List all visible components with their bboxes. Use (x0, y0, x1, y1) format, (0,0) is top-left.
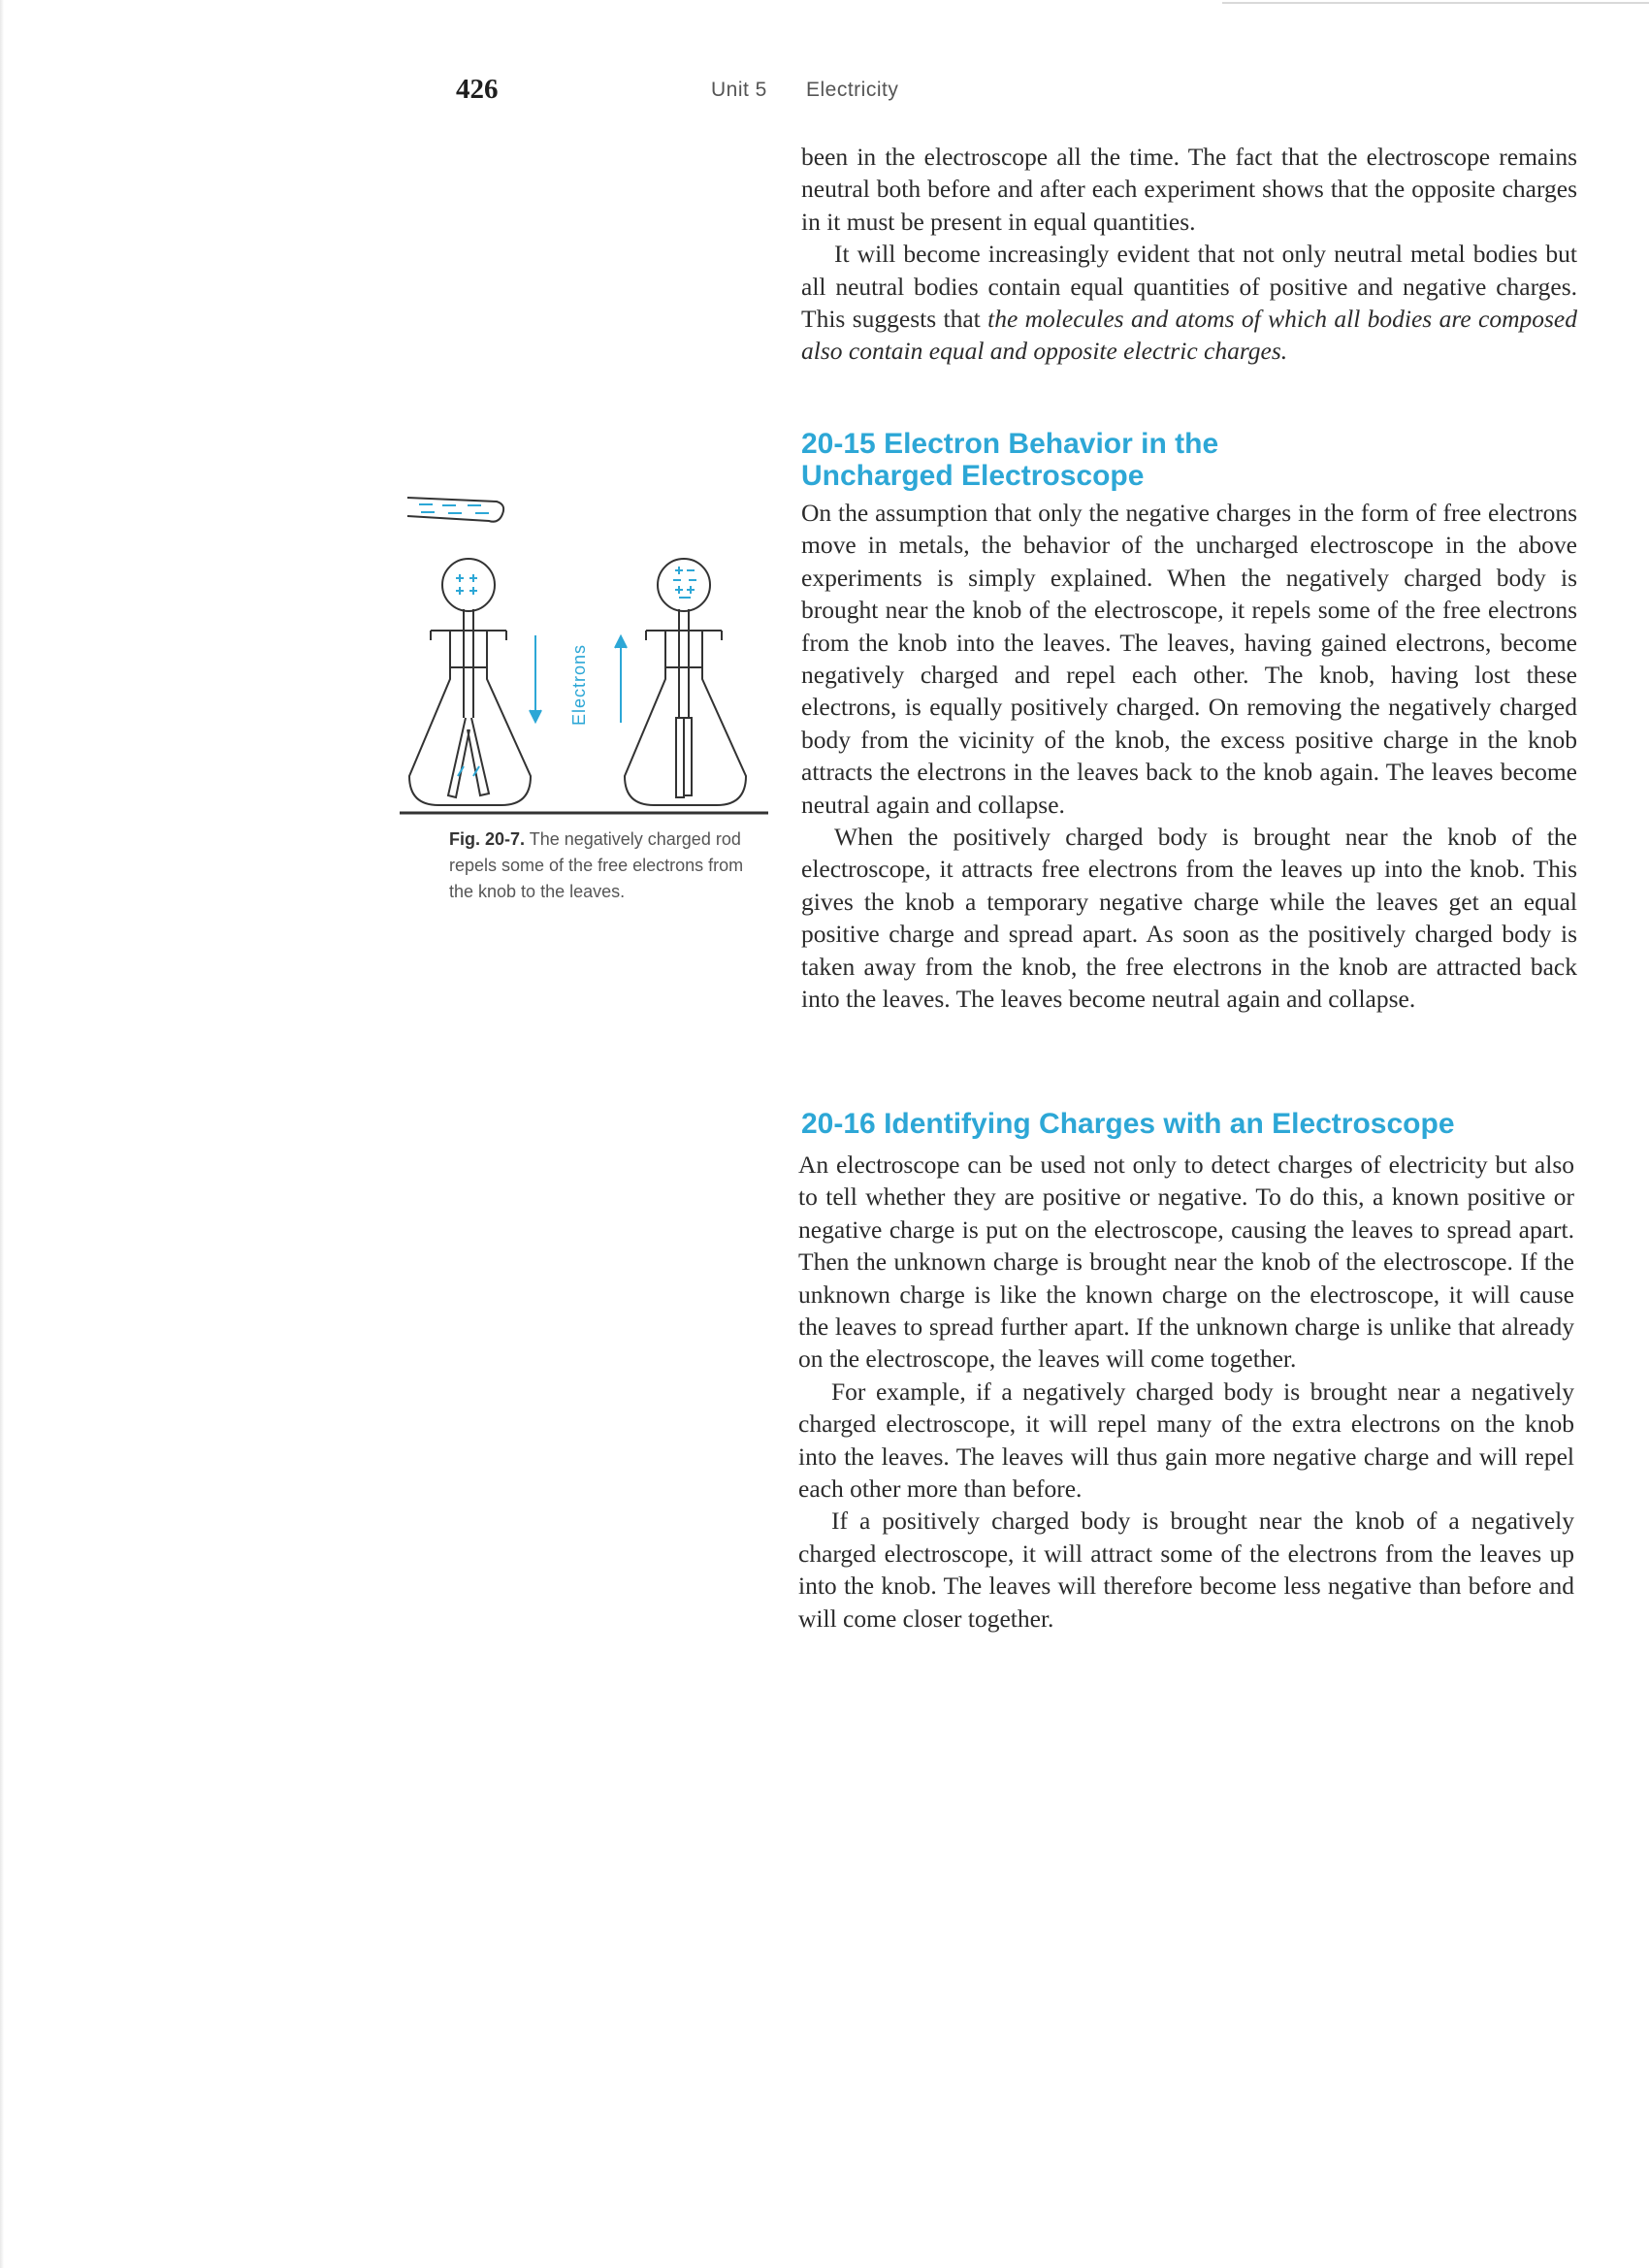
paragraph: When the positively charged body is brought near the knob of the electroscope, it attracts free electrons from the leaves up into the knob. This gives the knob a temporary negative charge while the leaves get an equal positive charge and spread apart. As soon as the positively charged body is taken away from the knob, the free electrons in the knob are attracted back into the leaves. The leaves become neutral again and collapse. (801, 823, 1577, 1014)
section-heading-line: 20-16 Identifying Charges with an Electroscope (801, 1108, 1455, 1140)
charged-rod (407, 498, 503, 522)
paragraph: been in the electroscope all the time. The fact that the electroscope remains neutral both before and after each experiment shows that the opposite charges in it must be present in equal quantities. (801, 143, 1577, 236)
paragraph: For example, if a negatively charged body is brought near a negatively charged electroscope, it will repel many of the extra electrons on the knob into the leaves. The leaves will thus gain more negative charge and will repel each other more than before. (798, 1377, 1574, 1504)
knob-neutral-charges-right (673, 567, 696, 598)
leaf-left-a (448, 718, 469, 797)
paragraph: An electroscope can be used not only to detect charges of electricity but also to tell whether they are positive or negative. To do this, a known positive or negative charge is put on the electroscope, causing the leaves to spread apart. Then the unknown charge is brought near the knob of the electroscope. If the unknown charge is like the known charge on the electroscope, it will cause the leaves to spread further apart. If the unknown charge is unlike that already on the electroscope, the leaves will come together. (798, 1150, 1574, 1374)
electroscope-knob-left (442, 559, 495, 611)
paragraph-text: It will become increasingly evident that not only neutral metal bodies but all neutral bodies contain equal quantities of positive and negative charges. This suggests that (801, 240, 1577, 334)
section-heading-line: 20-15 Electron Behavior in the (801, 428, 1219, 460)
stopper-right (665, 631, 702, 667)
unit-label: Unit 5 (711, 79, 767, 101)
leaf-left-b (468, 718, 489, 795)
paragraph (801, 238, 1577, 368)
scan-border-left (0, 0, 4, 2268)
figure-caption (449, 826, 769, 905)
knob-positive-charges-left (456, 574, 477, 595)
section-20-16-body (798, 1149, 1574, 1635)
unit-title: Electricity (806, 79, 899, 101)
electroscope-knob-right (658, 559, 710, 611)
section-heading-line: Uncharged Electroscope (801, 460, 1145, 492)
caption-text: The negatively charged rod repels some of the free electrons from the knob to the leaves. (449, 829, 744, 901)
flask-left (409, 667, 531, 805)
electrons-label: Electrons (569, 643, 589, 726)
paragraph-emphasis: the molecules and atoms of which all bodies are composed also contain equal and opposite electric charges. (801, 305, 1577, 366)
caption-label: Fig. 20-7. (449, 829, 526, 849)
leaf-right-b (684, 718, 692, 795)
paragraph: If a positively charged body is brought near the knob of a negatively charged electroscope, it will attract some of the electrons from the leaves up into the knob. The leaves will therefore become less negative than before and will come closer together. (798, 1507, 1574, 1633)
paragraph: On the assumption that only the negative charges in the form of free electrons move in metals, the behavior of the uncharged electroscope in the above experiments is simply explained. When the negatively charged body is brought near the knob of the electroscope, it repels some of the free electrons from the knob into the leaves. The leaves, having gained electrons, become negatively charged and repel each other. The knob, having lost these electrons, is equally positively charged. On removing the negatively charged body from the vicinity of the knob, the excess positive charge in the knob attracts the electrons in the leaves back to the knob again. The leaves become neutral again and collapse. (801, 499, 1577, 819)
section-heading-20-16 (801, 1108, 1577, 1140)
intro-text (801, 141, 1577, 368)
stopper-left (450, 631, 487, 667)
section-heading-20-15 (801, 428, 1577, 492)
electroscope-diagram (400, 485, 778, 825)
flask-right (625, 667, 746, 805)
leaf-right-a (676, 718, 684, 797)
page-number: 426 (456, 74, 499, 105)
rod-negative-charges (419, 504, 489, 513)
section-20-15-body (801, 497, 1577, 1016)
figure-20-7 (400, 485, 778, 825)
scan-border-top (1222, 2, 1649, 4)
